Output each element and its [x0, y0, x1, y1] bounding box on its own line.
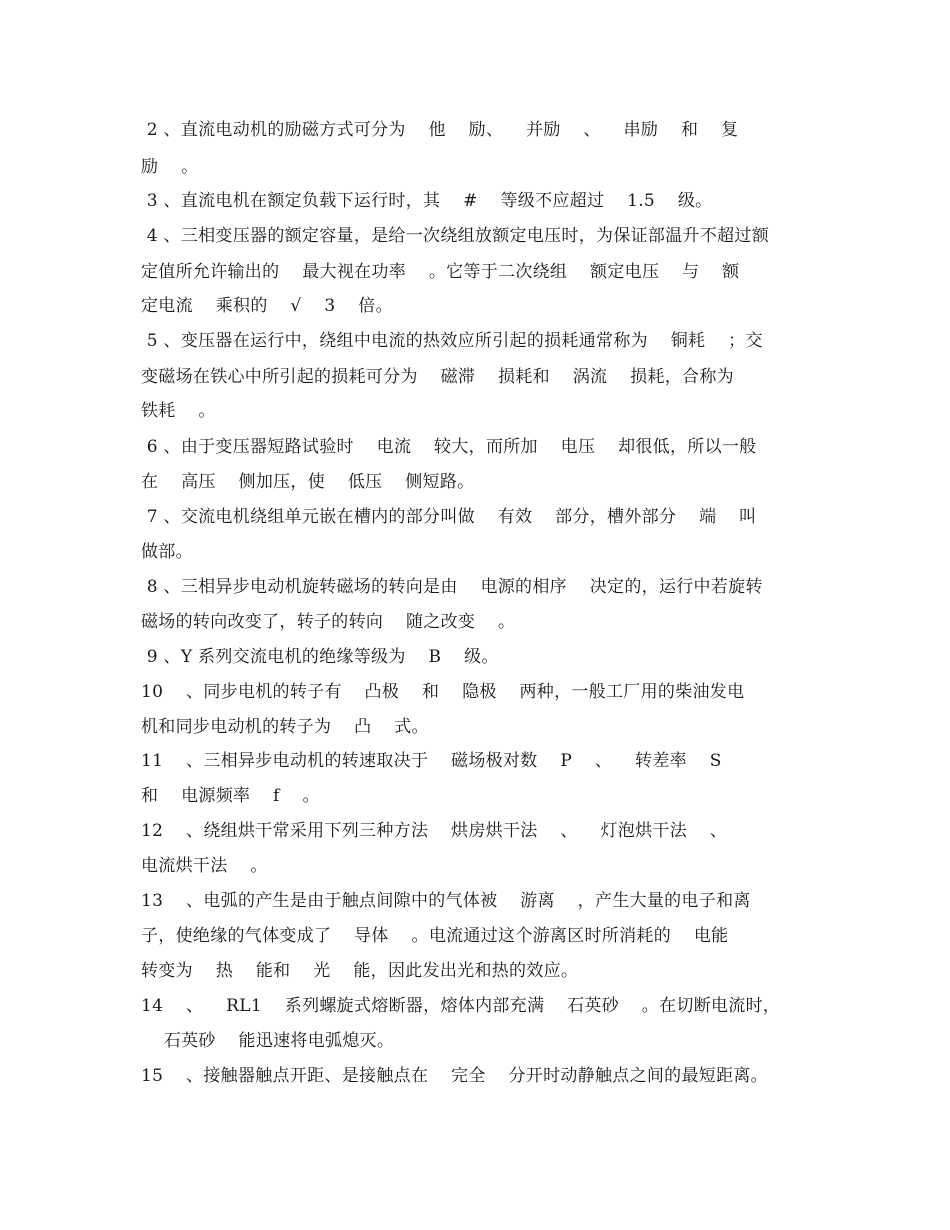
text-line: 4 、三相变压器的额定容量，是给一次绕组放额定电压时，为保证部温升不超过额 — [141, 226, 770, 246]
text-line: 变磁场在铁心中所引起的损耗可分为 磁滞 损耗和 涡流 损耗，合称为 — [141, 367, 734, 387]
text-line: 13 、电弧的产生是由于触点间隙中的气体被 游离 ，产生大量的电子和离 — [141, 891, 751, 911]
text-line: 和 电源频率 f 。 — [141, 786, 320, 806]
text-line: 在 高压 侧加压，使 低压 侧短路。 — [141, 472, 475, 492]
text-line: 磁场的转向改变了，转子的转向 随之改变 。 — [141, 612, 516, 632]
text-line: 电流烘干法 。 — [141, 856, 268, 876]
text-line: 子，使绝缘的气体变成了 导体 。电流通过这个游离区时所消耗的 电能 — [141, 926, 729, 946]
text-line: 定值所允许输出的 最大视在功率 。它等于二次绕组 额定电压 与 额 — [141, 262, 740, 282]
text-line: 定电流 乘积的 √ 3 倍。 — [141, 296, 393, 316]
text-line: 机和同步电动机的转子为 凸 式。 — [141, 717, 429, 737]
text-line: 14 、 RL1 系列螺旋式熔断器，熔体内部充满 石英砂 。在切断电流时， — [141, 996, 781, 1016]
text-line: 11 、三相异步电动机的转速取决于 磁场极对数 P 、 转差率 S — [141, 751, 722, 771]
text-line: 10 、同步电机的转子有 凸极 和 隐极 两种，一般工厂用的柴油发电 — [141, 682, 745, 702]
text-line: 转变为 热 能和 光 能，因此发出光和热的效应。 — [141, 961, 579, 981]
text-line: 6 、由于变压器短路试验时 电流 较大，而所加 电压 却很低，所以一般 — [141, 437, 757, 457]
text-line: 9 、Y 系列交流电机的绝缘等级为 B 级。 — [141, 647, 499, 667]
text-line: 励 。 — [141, 157, 199, 177]
text-line: 8 、三相异步电动机旋转磁场的转向是由 电源的相序 决定的，运行中若旋转 — [141, 577, 763, 597]
text-line: 12 、绕组烘干常采用下列三种方法 烘房烘干法 、 灯泡烘干法 、 — [141, 821, 728, 841]
text-line: 做部。 — [141, 542, 193, 562]
text-line: 2 、直流电动机的励磁方式可分为 他 励、 并励 、 串励 和 复 — [141, 120, 739, 140]
text-line: 铁耗 。 — [141, 401, 216, 421]
text-line: 3 、直流电机在额定负载下运行时，其 # 等级不应超过 1.5 级。 — [141, 191, 713, 211]
text-line: 15 、接触器触点开距、是接触点在 完全 分开时动静触点之间的最短距离。 — [141, 1066, 768, 1086]
text-line: 石英砂 能迅速将电弧熄灭。 — [141, 1031, 395, 1051]
text-line: 5 、变压器在运行中，绕组中电流的热效应所引起的损耗通常称为 铜耗 ；交 — [141, 331, 763, 351]
text-line: 7 、交流电机绕组单元嵌在槽内的部分叫做 有效 部分，槽外部分 端 叫 — [141, 507, 757, 527]
